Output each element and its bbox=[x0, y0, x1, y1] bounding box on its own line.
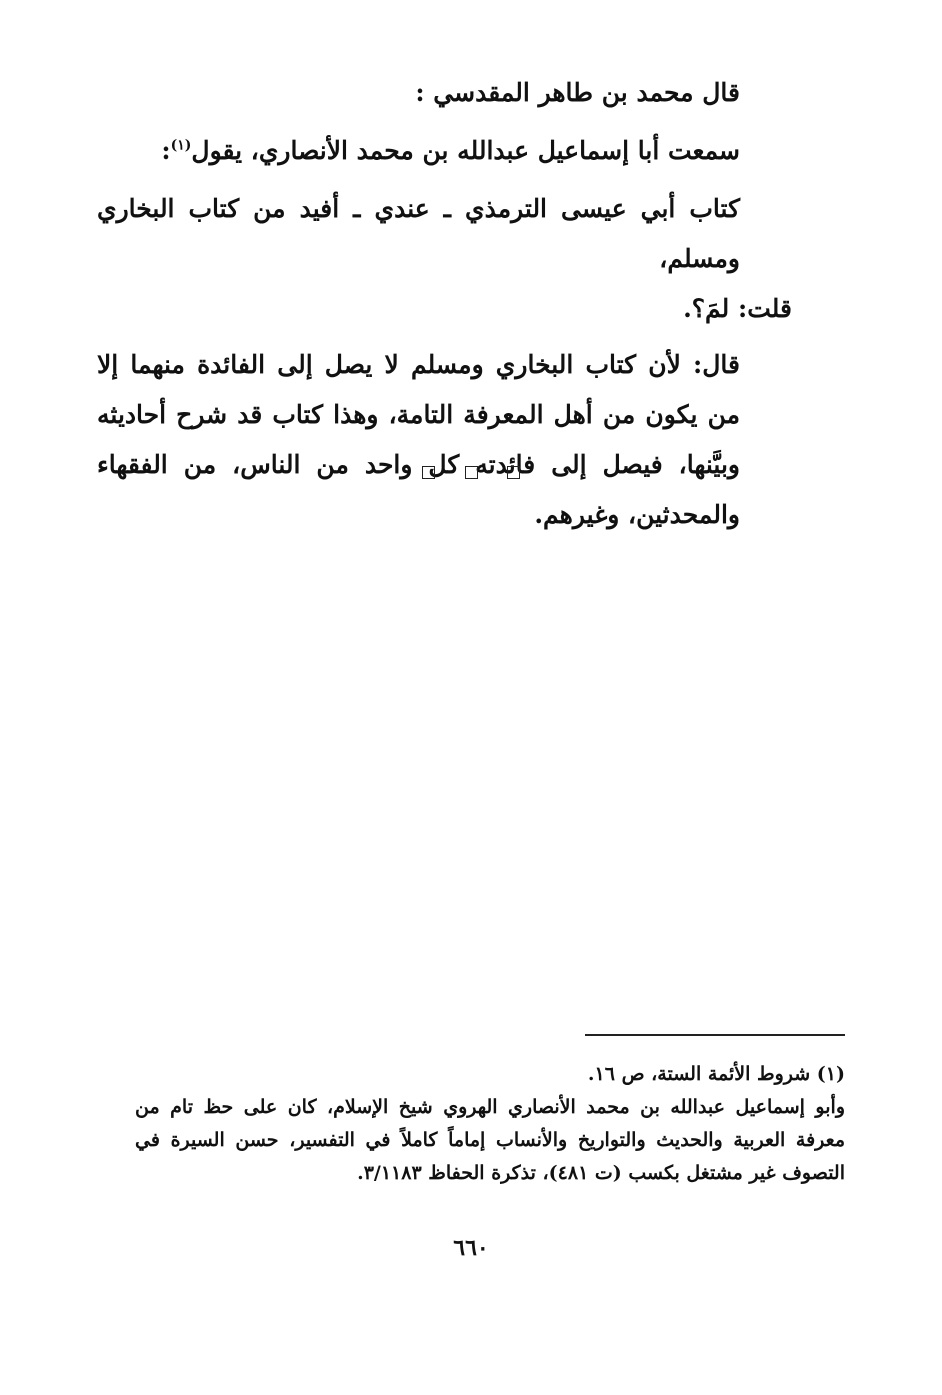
paragraph-question bbox=[97, 284, 792, 334]
footnote-text: (١) شروط الأئمة الستة، ص ١٦. bbox=[587, 1063, 845, 1085]
footnote-1-source bbox=[135, 1058, 845, 1091]
paragraph-answer bbox=[97, 340, 792, 540]
footnote-1-biography bbox=[135, 1091, 845, 1190]
footnotes-section bbox=[135, 1058, 845, 1190]
paragraph-heard bbox=[97, 126, 792, 176]
square-ornament-icon bbox=[507, 466, 520, 479]
square-ornament-icon bbox=[465, 466, 478, 479]
section-separator bbox=[0, 462, 942, 481]
paragraph-book-statement bbox=[97, 184, 792, 284]
paragraph-text: قلت: لمَ؟. bbox=[683, 294, 792, 323]
paragraph-quote-intro bbox=[97, 68, 792, 118]
paragraph-text: قال محمد بن طاهر المقدسي : bbox=[415, 78, 740, 107]
paragraph-text: كتاب أبي عيسى الترمذي ـ عندي ـ أفيد من كتاب البخاري ومسلم، bbox=[97, 194, 740, 273]
paragraph-text: سمعت أبا إسماعيل عبدالله بن محمد الأنصاري، يقول bbox=[191, 136, 740, 165]
footnote-reference[interactable]: (١) bbox=[170, 137, 192, 154]
paragraph-colon: : bbox=[161, 136, 171, 165]
paragraph-text: قال: لأن كتاب البخاري ومسلم لا يصل إلى الفائدة منهما إلا من يكون من أهل المعرفة التامة، وهذا كتاب قد شرح أحاديثه وبيَّنها، فيصل إلى فائدته كل واحد من الناس، من الفقهاء والمحدثين، وغيرهم. bbox=[97, 350, 740, 529]
footnote-text: وأبو إسماعيل عبدالله بن محمد الأنصاري الهروي شيخ الإسلام، كان على حظ تام من معرفة العربية والحديث والتواريخ والأنساب إماماً كاملاً في التفسير، حسن السيرة في التصوف غير مشتغل بكسب (ت ٤٨١)، تذكرة الحفاظ ٣/١١٨٣. bbox=[135, 1096, 845, 1184]
footnote-divider bbox=[585, 1034, 845, 1036]
square-ornament-icon bbox=[422, 466, 435, 479]
page-number: ٦٦٠ bbox=[453, 1235, 489, 1261]
